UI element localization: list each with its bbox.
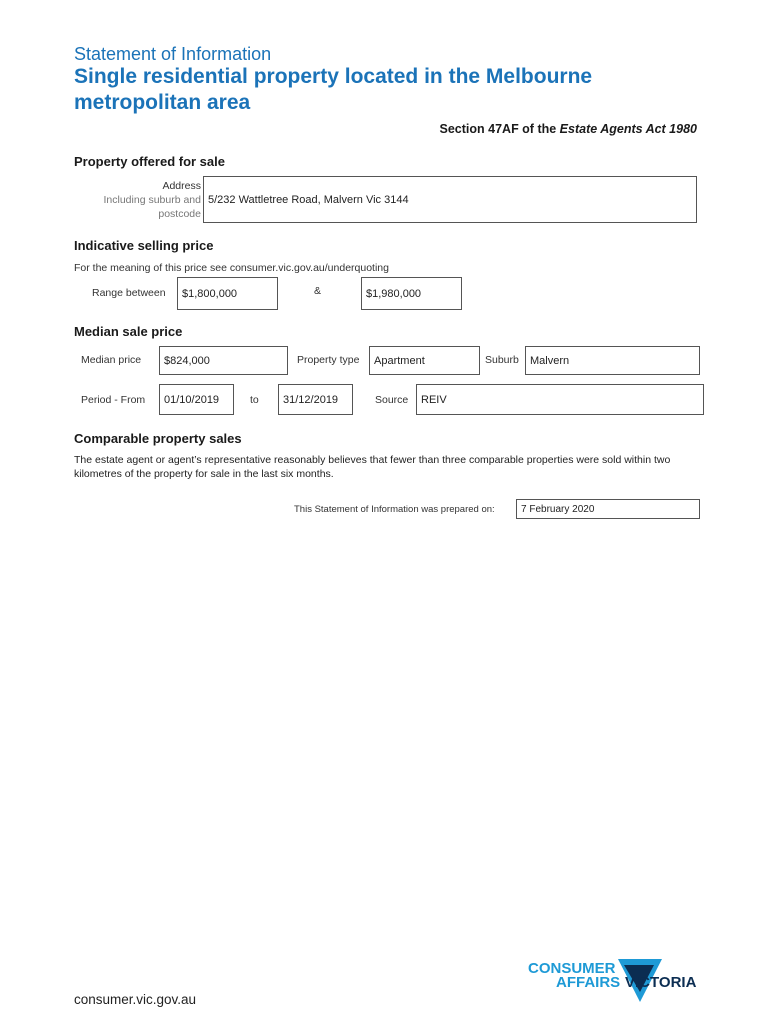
indicative-heading: Indicative selling price — [74, 238, 214, 253]
period-to-field[interactable]: 31/12/2019 — [278, 384, 353, 415]
address-label-line-3: postcode — [158, 208, 201, 220]
underquoting-note: For the meaning of this price see consumer.vic.gov.au/underquoting — [74, 262, 389, 274]
prepared-date-field[interactable]: 7 February 2020 — [516, 499, 700, 519]
property-type-label: Property type — [297, 354, 360, 366]
property-heading: Property offered for sale — [74, 154, 225, 169]
address-field[interactable]: 5/232 Wattletree Road, Malvern Vic 3144 — [203, 176, 697, 223]
logo-text-victoria: VICTORIA — [625, 974, 697, 991]
range-low-field[interactable]: $1,800,000 — [177, 277, 278, 310]
range-high-field[interactable]: $1,980,000 — [361, 277, 462, 310]
logo-text-affairs: AFFAIRS — [556, 974, 621, 991]
address-label-line-2: Including suburb and — [103, 194, 201, 206]
suburb-label: Suburb — [485, 354, 519, 366]
prepared-label: This Statement of Information was prepared on: — [294, 504, 495, 515]
period-from-label: Period - From — [81, 394, 146, 406]
document-title: Statement of Information — [74, 44, 272, 64]
consumer-affairs-victoria-logo — [526, 956, 706, 1008]
footer-url: consumer.vic.gov.au — [74, 992, 197, 1007]
logo-graphic — [526, 956, 706, 1008]
logo-text-consumer: CONSUMER — [528, 960, 616, 977]
property-type-field[interactable]: Apartment — [369, 346, 480, 375]
suburb-field[interactable]: Malvern — [525, 346, 700, 375]
section-prefix: Section 47AF of the — [439, 122, 560, 136]
address-label — [74, 179, 201, 221]
median-price-field[interactable]: $824,000 — [159, 346, 288, 375]
period-to-label: to — [250, 394, 259, 406]
section-reference — [440, 122, 697, 136]
act-name: Estate Agents Act 1980 — [559, 122, 697, 136]
document-heading: Single residential property located in the Melbourne metropolitan area — [74, 65, 593, 114]
range-separator: & — [314, 285, 322, 297]
source-label: Source — [375, 394, 409, 406]
comparable-heading: Comparable property sales — [74, 431, 242, 446]
address-label-line-1: Address — [162, 180, 201, 192]
median-price-label: Median price — [81, 354, 142, 366]
period-from-field[interactable]: 01/10/2019 — [159, 384, 234, 415]
comparable-text: The estate agent or agent’s representative reasonably believes that fewer than three comparable properties were sold within two kilometres of the property for sale in the last six months. — [74, 454, 671, 480]
range-label: Range between — [92, 287, 166, 299]
median-heading: Median sale price — [74, 324, 183, 339]
source-field[interactable]: REIV — [416, 384, 704, 415]
